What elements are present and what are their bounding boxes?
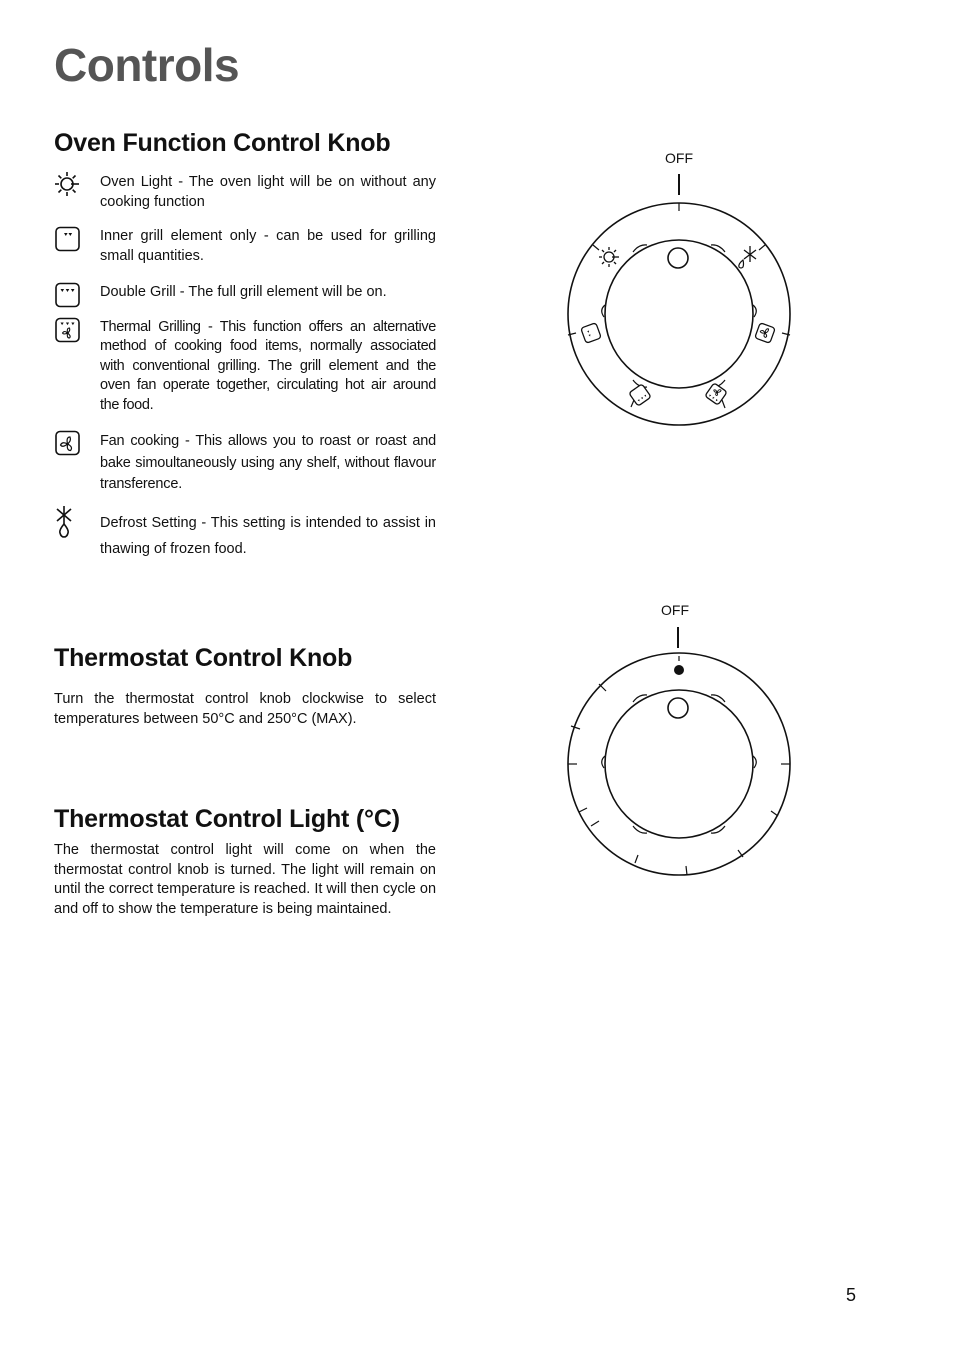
thermostat-knob-indicator: [668, 698, 688, 718]
defrost-icon: [54, 504, 82, 540]
thermostat-dial-off-label: OFF: [661, 602, 689, 618]
function-text: Fan cooking - This allows you to roast or roast and bake simoultaneously using any shelf, without flavour transference.: [100, 433, 436, 492]
thermostat-knob-text: Turn the thermostat control knob clockwise to select temperatures between 50°C and 250°C (MAX).: [54, 691, 436, 727]
dial-defrost-icon: [739, 246, 756, 268]
oven-function-heading: Oven Function Control Knob: [54, 129, 391, 157]
thermostat-knob-heading: Thermostat Control Knob: [54, 644, 353, 672]
thermal-grilling-icon: [54, 317, 82, 345]
function-text: Inner grill element only - can be used for grilling small quantities.: [100, 228, 436, 264]
thermostat-dial: [549, 598, 809, 888]
function-dial-off-label: OFF: [665, 150, 693, 166]
function-knob[interactable]: [602, 240, 757, 388]
dial-thermal-grilling-icon: [705, 383, 727, 405]
thermostat-knob[interactable]: [602, 690, 757, 838]
oven-light-icon: [54, 170, 82, 198]
function-text: Defrost Setting - This setting is intended to assist in thawing of frozen food.: [100, 515, 436, 557]
function-text: Double Grill - The full grill element will be on.: [100, 284, 387, 300]
oven-function-dial: [549, 145, 809, 435]
fan-cooking-icon: [54, 430, 82, 458]
double-grill-icon: [54, 282, 82, 310]
thermostat-off-marker: [674, 665, 684, 675]
dial-inner-grill-icon: [581, 323, 602, 344]
function-knob-indicator: [668, 248, 688, 268]
thermostat-light-heading: Thermostat Control Light (°C): [54, 805, 400, 833]
dial-oven-light-icon: [599, 247, 619, 267]
page-number: 5: [846, 1285, 857, 1305]
dial-fan-cooking-icon: [755, 323, 776, 344]
function-text: Thermal Grilling - This function offers an alternative method of cooking food items, normally associated with conventional grilling. The grill element and the oven fan operate together, circulating hot air around the food.: [100, 319, 436, 413]
thermostat-light-text: The thermostat control light will come on when the thermostat control knob is turned. The light will remain on until the correct temperature is reached. It will then cycle on and off to show the temperature is being maintained.: [54, 842, 437, 917]
function-text: Oven Light - The oven light will be on without any cooking function: [100, 174, 436, 210]
page-title: Controls: [54, 39, 240, 91]
inner-grill-icon: [54, 226, 82, 254]
